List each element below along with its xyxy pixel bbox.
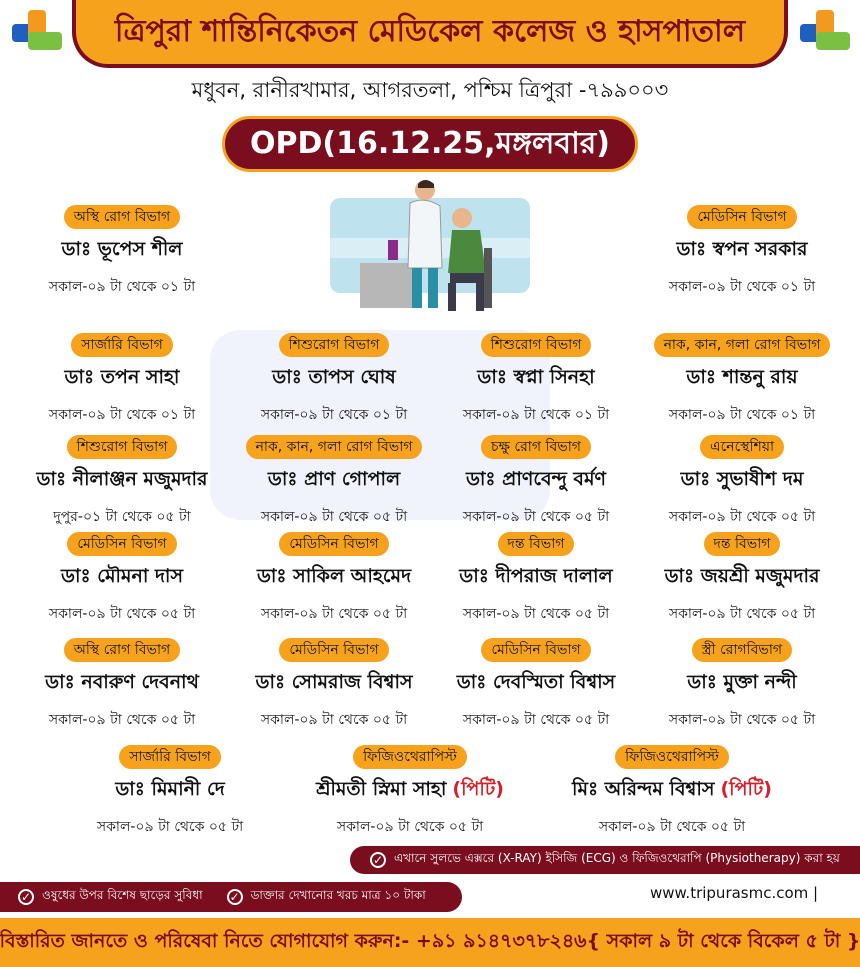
doctor-card <box>612 638 860 732</box>
department-badge: শিশুরোগ বিভাগ <box>67 435 178 459</box>
doctor-card <box>612 435 860 529</box>
pt-suffix: (পিটি) <box>720 778 772 800</box>
website-link[interactable]: www.tripurasmc.com | <box>650 884 819 902</box>
doctor-name: ডাঃ তাপস ঘোষ <box>272 366 396 388</box>
doctor-name: ডাঃ নীলাঞ্জন মজুমদার <box>36 468 208 490</box>
opd-timing: সকাল-০৯ টা থেকে ০৫ টা <box>668 509 816 525</box>
doctor-name-line <box>612 363 860 395</box>
department-badge: সার্জারি বিভাগ <box>119 745 221 769</box>
opd-timing: সকাল-০৯ টা থেকে ০৫ টা <box>260 712 408 728</box>
address: মধুবন, রানীরখামার, আগরতলা, পশ্চিম ত্রিপুরা -৭৯৯০০৩ <box>191 78 669 102</box>
department-badge: চক্ষু রোগ বিভাগ <box>481 435 591 459</box>
doctor-card <box>40 745 300 839</box>
department-badge: শিশুরোগ বিভাগ <box>481 333 592 357</box>
benefits-bar <box>0 882 462 912</box>
doctor-name: ডাঃ নবারুণ দেবনাথ <box>45 671 199 693</box>
opd-timing: সকাল-০৯ টা থেকে ০৫ টা <box>48 606 196 622</box>
department-badge: নাক, কান, গলা রোগ বিভাগ <box>246 435 423 459</box>
opd-timing: দুপুর-০১ টা থেকে ০৫ টা <box>53 509 191 525</box>
department-badge: নাক, কান, গলা রোগ বিভাগ <box>654 333 831 357</box>
doctor-card <box>612 333 860 427</box>
check-icon: ✓ <box>227 889 243 905</box>
doctor-name-line <box>612 235 860 267</box>
doctor-name: ডাঃ দীপরাজ দালাল <box>459 565 613 587</box>
opd-timing: সকাল-০৯ টা থেকে ০১ টা <box>48 407 196 423</box>
opd-timing: সকাল-০৯ টা থেকে ০১ টা <box>260 407 408 423</box>
doctor-name-line <box>612 562 860 594</box>
doctor-name: ডাঃ সুভাষীশ দম <box>680 468 804 490</box>
medicine-discount-notice: ওষুধের উপর বিশেষ ছাড়ের সুবিধা <box>42 888 203 902</box>
department-badge: শিশুরোগ বিভাগ <box>279 333 390 357</box>
doctor-card <box>0 205 252 299</box>
opd-timing: সকাল-০৯ টা থেকে ০৫ টা <box>598 819 746 835</box>
doctor-name: ডাঃ দেবস্মিতা বিশ্বাস <box>456 671 616 693</box>
doctor-patient-illustration <box>330 178 530 313</box>
doctor-name-line <box>612 668 860 700</box>
opd-timing: সকাল-০৯ টা থেকে ০৫ টা <box>462 712 610 728</box>
department-badge: অস্থি রোগ বিভাগ <box>64 205 180 229</box>
pt-suffix: (পিটি) <box>452 778 504 800</box>
doctor-name-line <box>0 235 252 267</box>
contact-text: বিস্তারিত জানতে ও পরিষেবা নিতে যোগাযোগ করুন:- +৯১ ৯১৪৭৩৭৮২৪৬{ সকাল ৯ টা থেকে বিকেল ৫ টা } <box>0 929 860 952</box>
doctor-name-line <box>612 465 860 497</box>
opd-timing: সকাল-০৯ টা থেকে ০৫ টা <box>668 712 816 728</box>
doctor-name: শ্রীমতী স্নিমা সাহা <box>316 778 447 800</box>
department-badge: দন্ত বিভাগ <box>704 532 781 556</box>
doctor-card <box>612 205 860 299</box>
opd-label: OPD(16.12.25,মঙ্গলবার) <box>249 125 611 161</box>
doctor-name-line <box>40 775 300 807</box>
opd-timing: সকাল-০৯ টা থেকে ০১ টা <box>48 279 196 295</box>
doctor-name: ডাঃ জয়শ্রী মজুমদার <box>664 565 820 587</box>
check-icon: ✓ <box>370 852 386 868</box>
doctor-name: ডাঃ তপন সাহা <box>64 366 180 388</box>
page-title: ত্রিপুরা শান্তিনিকেতন মেডিকেল কলেজ ও হাসপাতাল <box>114 13 746 49</box>
check-icon: ✓ <box>18 889 34 905</box>
opd-timing: সকাল-০৯ টা থেকে ০৫ টা <box>96 819 244 835</box>
department-badge: দন্ত বিভাগ <box>498 532 575 556</box>
department-badge: মেডিসিন বিভাগ <box>279 638 388 662</box>
department-badge: ফিজিওথেরাপিস্ট <box>615 745 729 769</box>
doctor-name: মিঃ অরিন্দম বিশ্বাস <box>572 778 715 800</box>
doctor-name-line <box>280 775 540 807</box>
opd-timing: সকাল-০৯ টা থেকে ০১ টা <box>668 407 816 423</box>
doctor-name: ডাঃ প্রাণবেন্দু বর্মণ <box>465 468 607 490</box>
opd-timing: সকাল-০৯ টা থেকে ০৫ টা <box>668 606 816 622</box>
department-badge: মেডিসিন বিভাগ <box>481 638 590 662</box>
doctor-name: ডাঃ সোমরাজ বিশ্বাস <box>255 671 413 693</box>
department-badge: স্ত্রী রোগবিভাগ <box>692 638 792 662</box>
doctor-name: ডাঃ মুক্তা নন্দী <box>687 671 797 693</box>
doctor-name: ডাঃ মিমানী দে <box>115 778 225 800</box>
doctor-name: ডাঃ সাকিল আহমেদ <box>256 565 412 587</box>
doctor-name: ডাঃ শান্তনু রায় <box>686 366 798 388</box>
department-badge: সার্জারি বিভাগ <box>71 333 173 357</box>
opd-timing: সকাল-০৯ টা থেকে ০৫ টা <box>462 606 610 622</box>
opd-timing: সকাল-০৯ টা থেকে ০৫ টা <box>260 606 408 622</box>
doctor-name: ডাঃ স্বপন সরকার <box>676 238 808 260</box>
opd-banner <box>222 116 638 172</box>
doctor-card <box>612 532 860 626</box>
contact-footer <box>0 918 860 967</box>
doctor-name: ডাঃ স্বপ্না সিনহা <box>477 366 595 388</box>
department-badge: মেডিসিন বিভাগ <box>687 205 796 229</box>
xray-notice-bar <box>350 846 860 874</box>
opd-timing: সকাল-০৯ টা থেকে ০১ টা <box>462 407 610 423</box>
doctor-name: ডাঃ প্রাণ গোপাল <box>267 468 401 490</box>
doctor-name: ডাঃ ভূপেস শীল <box>61 238 183 260</box>
opd-timing: সকাল-০৯ টা থেকে ০৫ টা <box>462 509 610 525</box>
opd-timing: সকাল-০৯ টা থেকে ০৫ টা <box>48 712 196 728</box>
opd-timing: সকাল-০৯ টা থেকে ০৫ টা <box>260 509 408 525</box>
opd-timing: সকাল-০৯ টা থেকে ০১ টা <box>668 279 816 295</box>
doctor-name: ডাঃ মৌমনা দাস <box>61 565 183 587</box>
hospital-logo-right <box>800 10 850 60</box>
consult-fee-notice: ডাক্তার দেখানোর খরচ মাত্র ১০ টাকা <box>250 888 426 902</box>
title-banner <box>72 0 788 68</box>
doctor-card <box>542 745 802 839</box>
department-badge: এনেস্থেশিয়া <box>700 435 784 459</box>
department-badge: মেডিসিন বিভাগ <box>279 532 388 556</box>
hospital-logo-left <box>12 10 62 60</box>
xray-notice: এখানে সুলভে এক্সরে (X-RAY) ইসিজি (ECG) ও ফিজিওথেরাপি (Physiotherapy) করা হয় <box>394 851 840 865</box>
department-badge: অস্থি রোগ বিভাগ <box>64 638 180 662</box>
opd-timing: সকাল-০৯ টা থেকে ০৫ টা <box>336 819 484 835</box>
department-badge: মেডিসিন বিভাগ <box>67 532 176 556</box>
doctor-card <box>280 745 540 839</box>
department-badge: ফিজিওথেরাপিস্ট <box>353 745 467 769</box>
doctor-name-line <box>542 775 802 807</box>
